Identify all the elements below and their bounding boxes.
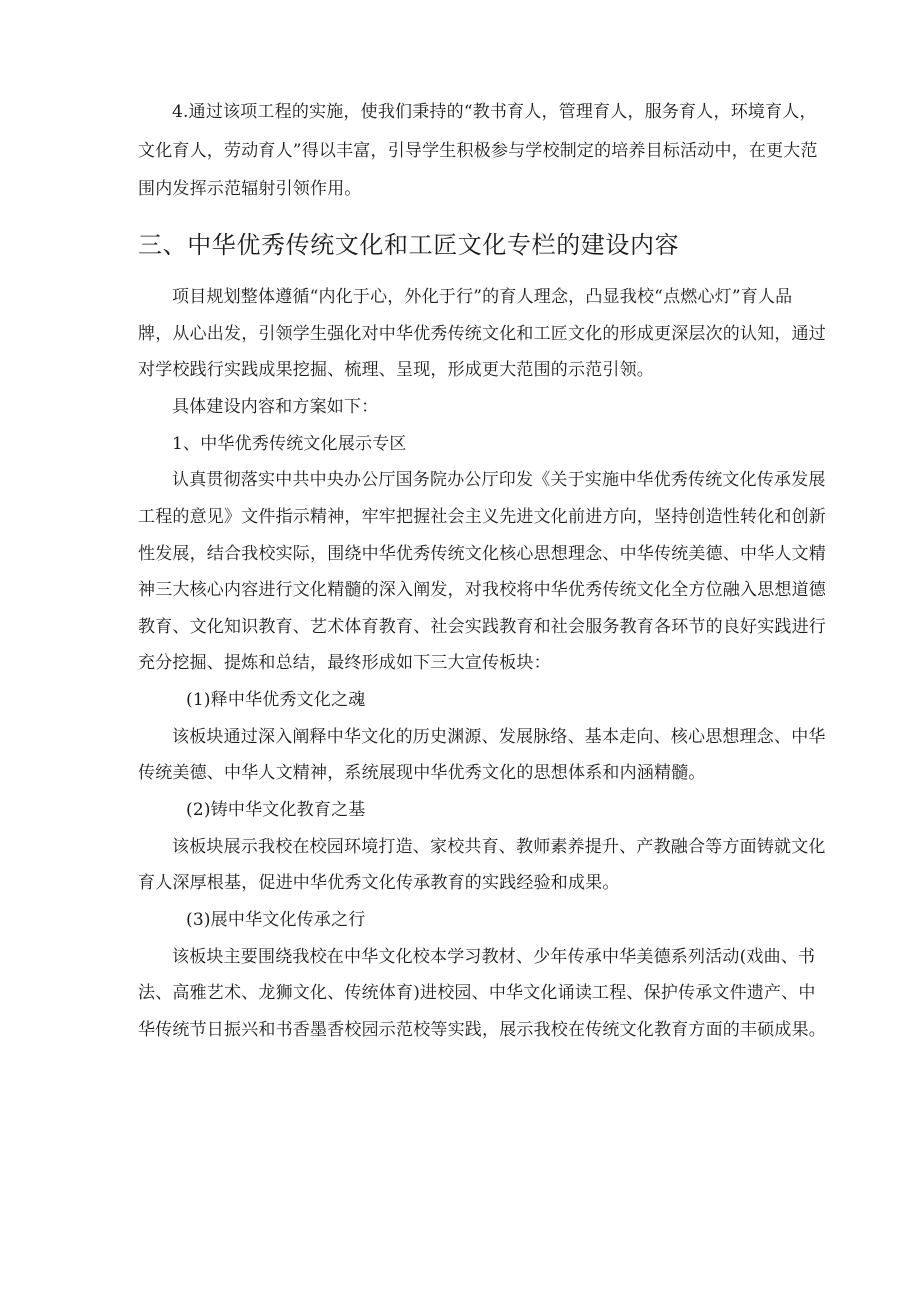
block-1-title: (1)释中华优秀文化之魂 [186, 690, 366, 710]
sub1-line-3: 性发展，结合我校实际，围绕中华优秀传统文化核心思想理念、中华传统美德、中华人文精 [138, 544, 826, 564]
block3-line-3: 华传统节日振兴和书香墨香校园示范校等实践，展示我校在传统文化教育方面的丰硕成果。 [138, 1020, 826, 1040]
intro-line-2: 牌，从心出发，引领学生强化对中华优秀传统文化和工匠文化的形成更深层次的认知，通过 [138, 324, 826, 344]
sub1-line-4: 神三大核心内容进行文化精髓的深入阐发，对我校将中华优秀传统文化全方位融入思想道德 [138, 580, 826, 600]
block3-line-2: 法、高雅艺术、龙狮文化、传统体育)进校园、中华文化诵读工程、保护传承文件遗产、中 [138, 983, 816, 1003]
para4-line-2: 文化育人，劳动育人”得以丰富，引导学生积极参与学校制定的培养目标活动中，在更大范 [138, 141, 818, 161]
block1-line-1: 该板块通过深入阐释中华文化的历史渊源、发展脉络、基本走向、核心思想理念、中华 [172, 727, 826, 747]
block3-line-1: 该板块主要围绕我校在中华文化校本学习教材、少年传承中华美德系列活动(戏曲、书 [172, 947, 816, 967]
para4-line-3: 围内发挥示范辐射引领作用。 [138, 179, 362, 199]
sub1-line-1: 认真贯彻落实中共中央办公厅国务院办公厅印发《关于实施中华优秀传统文化传承发展 [172, 470, 826, 490]
block2-line-1: 该板块展示我校在校园环境打造、家校共育、教师素养提升、产教融合等方面铸就文化 [172, 837, 826, 857]
sub1-line-2: 工程的意见》文件指示精神，牢牢把握社会主义先进文化前进方向，坚持创造性转化和创新 [138, 507, 826, 527]
sub1-line-6: 充分挖掘、提炼和总结，最终形成如下三大宣传板块： [138, 653, 551, 673]
intro-line-3: 对学校践行实践成果挖掘、梳理、呈现，形成更大范围的示范引领。 [138, 360, 654, 380]
block2-line-2: 育人深厚根基，促进中华优秀文化传承教育的实践经验和成果。 [138, 873, 620, 893]
section-heading: 三、中华优秀传统文化和工匠文化专栏的建设内容 [138, 231, 680, 259]
intro-line-1: 项目规划整体遵循“内化于心，外化于行”的育人理念，凸显我校“点燃心灯”育人品 [172, 287, 793, 307]
subsection-1-title: 1、中华优秀传统文化展示专区 [172, 434, 407, 454]
block-2-title: (2)铸中华文化教育之基 [186, 800, 366, 820]
para4-line-1: 4.通过该项工程的实施，使我们秉持的“教书育人，管理育人，服务育人，环境育人， [172, 102, 817, 122]
plan-intro: 具体建设内容和方案如下： [172, 397, 379, 417]
block1-line-2: 传统美德、中华人文精神，系统展现中华优秀文化的思想体系和内涵精髓。 [138, 763, 706, 783]
sub1-line-5: 教育、文化知识教育、艺术体育教育、社会实践教育和社会服务教育各环节的良好实践进行 [138, 617, 826, 637]
block-3-title: (3)展中华文化传承之行 [186, 910, 366, 930]
